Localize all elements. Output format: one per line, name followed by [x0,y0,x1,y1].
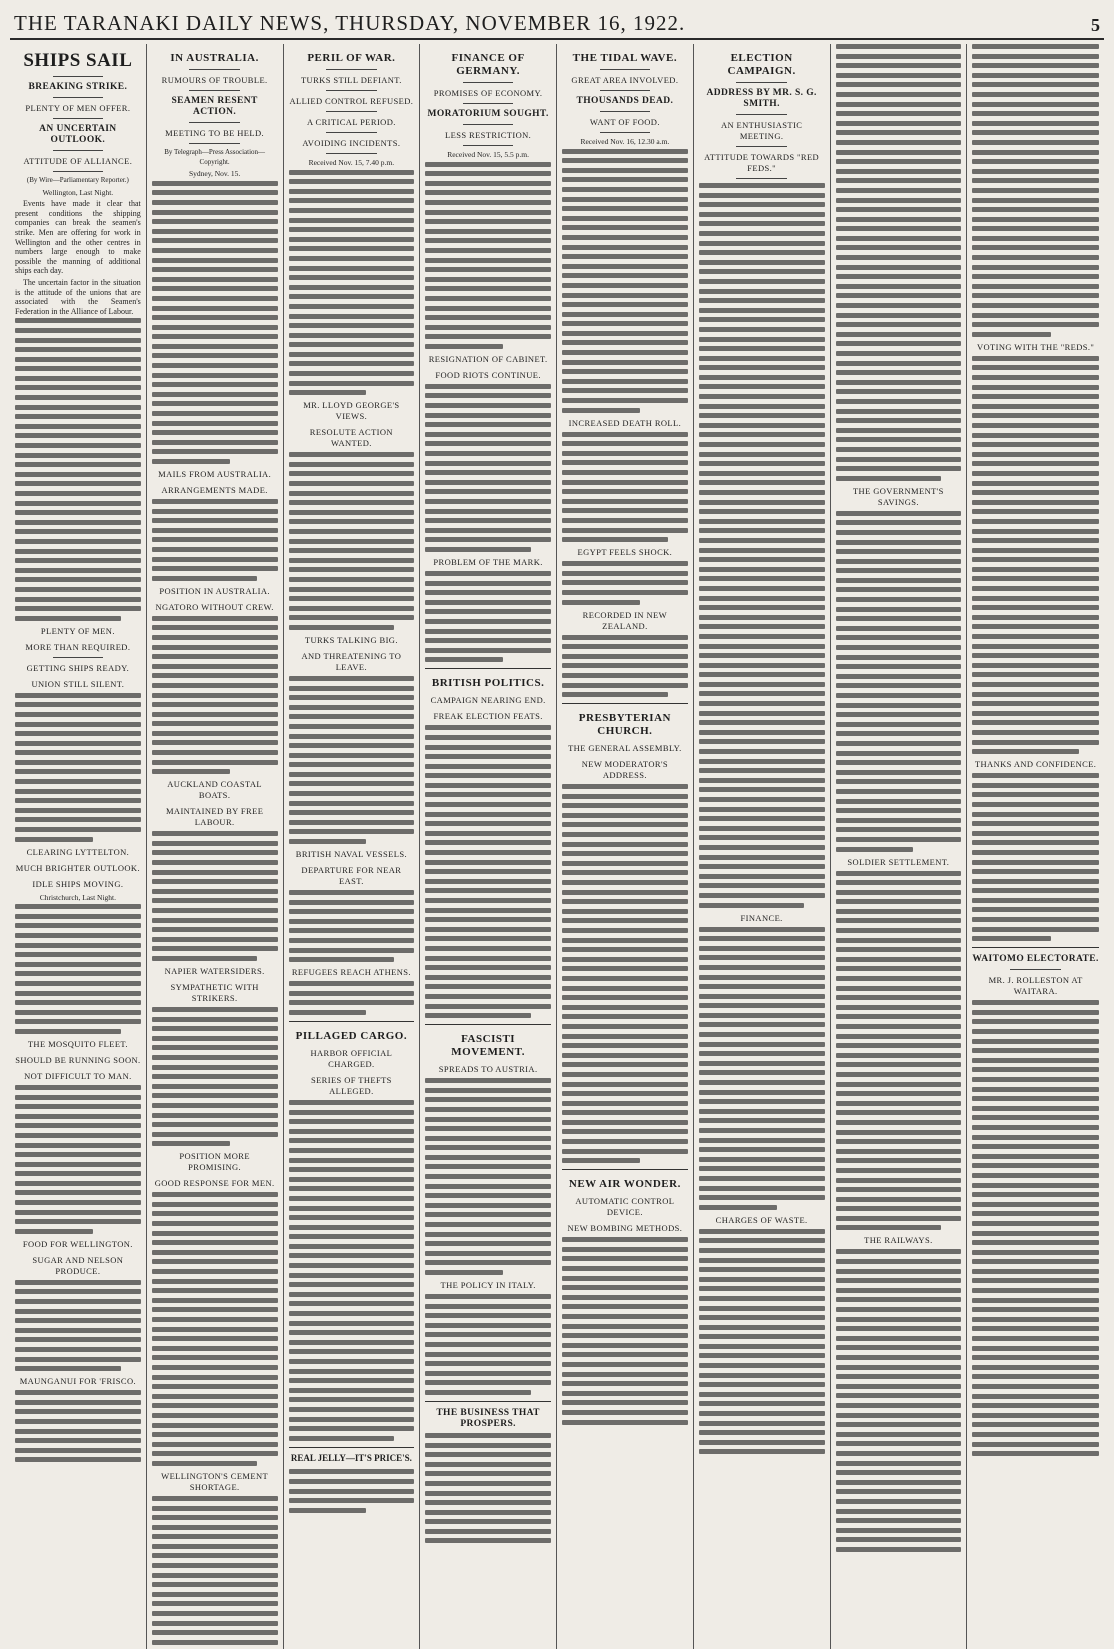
text-block [289,1100,415,1441]
divider [425,668,551,669]
subhead: CLEARING LYTTELTON. [26,846,130,857]
text-block [15,1085,141,1234]
text-block [699,1229,825,1455]
dateline: Sydney, Nov. 15. [188,169,241,179]
headline: IN AUSTRALIA. [170,52,259,64]
text-block [836,511,962,852]
divider [562,703,688,704]
text-block [562,149,688,413]
subhead: SERIES OF THEFTS ALLEGED. [310,1074,392,1096]
divider [53,657,103,658]
text-block [289,676,415,844]
subhead: PLENTY OF MEN OFFER. [25,103,131,113]
subhead: SYMPATHETIC WITH STRIKERS. [170,981,259,1003]
subhead: IDLE SHIPS MOVING. [32,878,124,889]
subhead: GOOD RESPONSE FOR MEN. [154,1178,275,1189]
divider [736,82,786,83]
subhead: WANT OF FOOD. [589,117,660,127]
subhead: MUCH BRIGHTER OUTLOOK. [15,862,140,873]
column-2 [147,44,284,1649]
subhead: SHOULD BE RUNNING SOON. [15,1054,141,1065]
divider [600,132,650,133]
subhead: THE POLICY IN ITALY. [440,1280,536,1290]
text-block [699,927,825,1210]
subhead: DEPARTURE FOR NEAR EAST. [301,865,402,887]
text-block [289,981,415,1015]
subhead: AN ENTHUSIASTIC MEETING. [720,120,803,141]
text-block [152,1496,278,1645]
divider [600,111,650,112]
masthead [10,8,1104,40]
divider [463,124,513,125]
subhead: NEW BOMBING METHODS. [567,1223,683,1234]
subhead: NEW MODERATOR'S ADDRESS. [581,759,669,781]
subhead: PROMISES OF ECONOMY. [433,88,543,98]
article-paragraph: The uncertain factor in the situation is the attitude of the unions that are associated with the Seamen's Federation in the Alliance of Labour. [15,277,141,316]
column-5 [557,44,694,1649]
text-block [836,1249,962,1551]
subhead: AVOIDING INCIDENTS. [302,138,401,148]
dateline: Received Nov. 16, 12.30 a.m. [580,137,670,146]
subhead: BRITISH NAVAL VESSELS. [295,849,407,860]
headline: FINANCE OF GERMANY. [451,52,525,77]
subhead: FOOD RIOTS CONTINUE. [435,369,541,380]
text-block [15,318,141,620]
subhead: CAMPAIGN NEARING END. [430,695,546,706]
divider [189,122,239,123]
headline: FASCISTI MOVEMENT. [451,1033,525,1059]
dateline: Received Nov. 15, 5.5 p.m. [447,150,530,159]
subhead: THE BUSINESS THAT PROSPERS. [436,1407,540,1429]
subhead: ALLIED CONTROL REFUSED. [289,96,414,106]
subhead: HARBOR OFFICIAL CHARGED. [310,1047,393,1069]
page-number: 5 [1091,15,1100,35]
text-block [972,356,1099,754]
byline: By Telegraph—Press Association—Copyright. [164,148,266,166]
text-block [152,616,278,775]
subhead: AUTOMATIC CONTROL DEVICE. [575,1196,675,1218]
subhead: TURKS STILL DEFIANT. [300,75,402,85]
ad-title: REAL JELLY—IT'S PRICE'S. [290,1452,412,1463]
subhead: MR. LLOYD GEORGE'S VIEWS. [303,400,400,422]
subhead: RESOLUTE ACTION WANTED. [309,427,393,449]
subhead: ARRANGEMENTS MADE. [161,485,268,495]
text-block [289,170,415,396]
divider [736,146,786,147]
headline: ELECTION CAMPAIGN. [727,52,796,77]
divider [326,111,376,112]
subhead: SEAMEN RESENT ACTION. [171,96,258,117]
divider [600,90,650,91]
text-block [289,890,415,962]
subhead: RECORDED IN NEW ZEALAND. [582,609,668,631]
divider [326,69,376,70]
subhead: ATTITUDE TOWARDS "RED FEDS." [704,152,820,173]
text-block [562,1237,688,1424]
column-8 [967,44,1104,1649]
subhead: THANKS AND CONFIDENCE. [974,759,1097,770]
masthead-title: THE TARANAKI DAILY NEWS, THURSDAY, NOVEMBER 16, 1922. [14,11,686,35]
divider [53,118,103,119]
subhead: FINANCE. [740,912,783,923]
divider [972,947,1099,948]
subhead: GETTING SHIPS READY. [26,662,130,673]
subhead: PLENTY OF MEN. [40,625,115,636]
divider [1010,969,1061,970]
text-block [152,831,278,961]
subhead: SPREADS TO AUSTRIA. [438,1064,538,1075]
text-block [152,1192,278,1466]
text-block [562,635,688,698]
subhead: POSITION MORE PROMISING. [179,1151,250,1173]
text-block [152,499,278,581]
text-block [15,1280,141,1371]
subhead: THE MOSQUITO FLEET. [27,1038,128,1049]
subhead: A CRITICAL PERIOD. [306,117,396,127]
text-block [15,904,141,1034]
subhead: MORE THAN REQUIRED. [25,641,131,652]
subhead: SUGAR AND NELSON PRODUCE. [32,1254,124,1276]
subhead: LESS RESTRICTION. [445,130,532,140]
subhead: GREAT AREA INVOLVED. [571,75,679,85]
subhead: NOT DIFFICULT TO MAN. [24,1070,132,1081]
subhead: REFUGEES REACH ATHENS. [291,967,411,978]
subhead: MORATORIUM SOUGHT. [427,109,549,119]
text-block [972,44,1099,337]
subhead: MAINTAINED BY FREE LABOUR. [165,806,264,828]
divider [326,90,376,91]
subhead: AND THREATENING TO LEAVE. [301,650,402,672]
dateline: Wellington, Last Night. [42,187,114,197]
text-block [15,1390,141,1462]
dateline: Christchurch, Last Night. [39,892,116,902]
divider [53,76,103,77]
text-block [425,725,551,1018]
divider [736,114,786,115]
column-4 [420,44,557,1649]
subhead: AN UNCERTAIN OUTLOOK. [39,124,117,145]
subhead: INCREASED DEATH ROLL. [568,417,682,428]
divider [326,132,376,133]
divider [289,1447,415,1448]
divider [463,103,513,104]
divider [189,90,239,91]
headline: PERIL OF WAR. [307,52,396,64]
subhead: VOTING WITH THE "REDS." [976,341,1095,352]
subhead: ADDRESS BY MR. S. G. SMITH. [706,88,817,109]
headline: BRITISH POLITICS. [431,677,545,690]
text-block [972,1000,1099,1456]
column-3 [284,44,421,1649]
divider [53,97,103,98]
text-block [836,871,962,1231]
text-block [972,773,1099,941]
divider [463,145,513,146]
divider [189,69,239,70]
subhead: NAPIER WATERSIDERS. [164,965,265,976]
headline: PILLAGED CARGO. [295,1029,408,1042]
text-block [699,183,825,908]
columns [10,44,1104,1492]
text-block [15,693,141,842]
article-paragraph: Events have made it clear that present conditions the shipping companies can break the seamen's strike. Men are offering for work in Wellington and the other centres in numbers large enough to make possible the manning of additional ships each day. [15,199,141,276]
subhead: EGYPT FEELS SHOCK. [577,547,673,558]
text-block [562,784,688,1163]
column-6 [694,44,831,1649]
divider [463,82,513,83]
subhead: CHARGES OF WASTE. [715,1214,808,1225]
divider [326,153,376,154]
divider [289,1021,415,1022]
subhead: NGATORO WITHOUT CREW. [155,601,274,612]
text-block [425,571,551,662]
divider [562,1169,688,1170]
subhead: WELLINGTON'S CEMENT SHORTAGE. [161,1470,269,1492]
subhead: MEETING TO BE HELD. [165,128,265,138]
text-block [425,384,551,552]
headline-ships-sail: SHIPS SAIL [23,50,133,71]
text-block [836,44,962,481]
divider [53,150,103,151]
subhead: THE RAILWAYS. [864,1235,933,1246]
text-block [425,162,551,349]
divider [189,143,239,144]
subhead: MAUNGANUI FOR 'FRISCO. [19,1376,137,1387]
headline: PRESBYTERIAN CHURCH. [578,712,671,738]
subhead: WAITOMO ELECTORATE. [972,954,1099,965]
subhead: SOLDIER SETTLEMENT. [847,856,950,867]
divider [425,1401,551,1402]
text-block [152,181,278,464]
subhead: BREAKING STRIKE. [28,82,128,92]
subhead: FREAK ELECTION FEATS. [433,711,543,722]
subhead: FOOD FOR WELLINGTON. [22,1238,133,1249]
subhead: THE GOVERNMENT'S SAVINGS. [852,485,944,507]
subhead: MAILS FROM AUSTRALIA. [158,469,272,479]
subhead: UNION STILL SILENT. [31,678,125,689]
headline: THE TIDAL WAVE. [572,52,678,64]
text-block [425,1078,551,1275]
divider [53,171,103,172]
subhead: PROBLEM OF THE MARK. [433,556,543,567]
subhead: THE GENERAL ASSEMBLY. [568,743,682,754]
text-block [562,432,688,543]
byline: (By Wire—Parliamentary Reporter.) [26,176,129,184]
subhead: POSITION IN AUSTRALIA. [159,585,270,596]
dateline: Received Nov. 15, 7.40 p.m. [308,158,395,167]
divider [600,69,650,70]
subhead: AUCKLAND COASTAL BOATS. [167,779,262,801]
advertisement [289,1454,415,1464]
subhead: ATTITUDE OF ALLIANCE. [23,156,133,166]
subhead: RESIGNATION OF CABINET. [428,353,548,364]
text-block [425,1294,551,1395]
subhead: RUMOURS OF TROUBLE. [161,75,268,85]
text-block [289,452,415,630]
text-block [562,561,688,604]
headline: NEW AIR WONDER. [568,1178,681,1191]
subhead: TURKS TALKING BIG. [304,634,398,645]
divider [425,1024,551,1025]
text-block [289,1469,415,1512]
subhead: MR. J. ROLLESTON AT WAITARA. [988,975,1083,997]
text-block [152,1007,278,1146]
subhead: THOUSANDS DEAD. [576,96,674,106]
divider [736,178,786,179]
column-7 [831,44,968,1649]
text-block [425,1433,551,1544]
column-1 [10,44,147,1649]
